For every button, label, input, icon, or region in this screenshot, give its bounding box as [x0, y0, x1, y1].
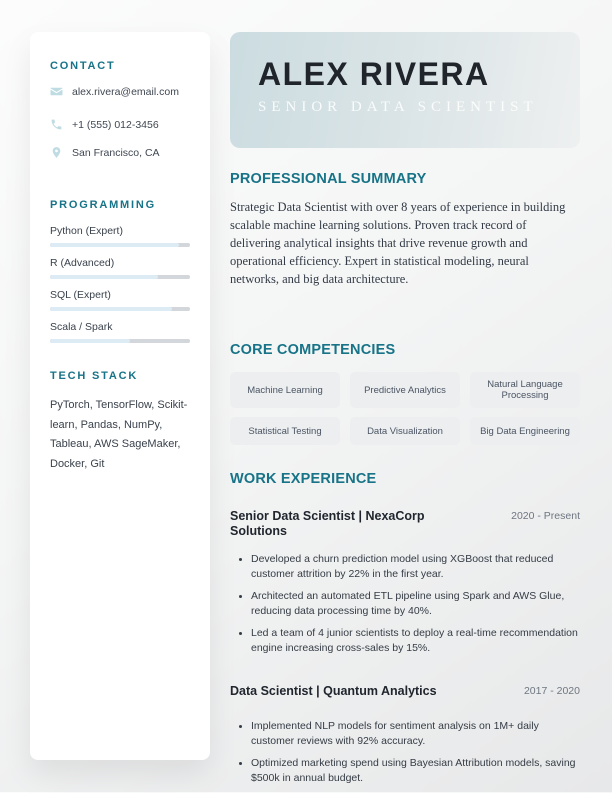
job-entry-quantum	[230, 684, 580, 786]
job-entry-nexacorp	[230, 509, 580, 656]
skill-r	[50, 257, 190, 279]
job-bullet-list	[230, 552, 580, 656]
contact-phone-text: +1 (555) 012-3456	[72, 119, 159, 131]
job-bullet: • Led a team of 4 junior scientists to deploy a real-time recommendation engine increasing cross-sales by 15%.	[251, 626, 580, 656]
contact-item-location	[50, 147, 190, 160]
job-bullet-list	[230, 719, 580, 786]
location-pin-icon	[50, 146, 63, 159]
contact-email-text: alex.rivera@email.com	[72, 86, 179, 98]
job-title: Senior Data Scientist | NexaCorp Solutions	[230, 509, 425, 538]
contact-location-text: San Francisco, CA	[72, 147, 160, 159]
job-header	[230, 509, 580, 538]
skill-label: Scala / Spark	[50, 321, 113, 333]
skill-label: SQL (Expert)	[50, 289, 111, 301]
competency-chip-grid	[230, 372, 580, 445]
skill-label: R (Advanced)	[50, 257, 115, 269]
job-dates: 2017 - 2020	[523, 685, 580, 697]
tech-stack-text: PyTorch, TensorFlow, Scikit-learn, Pandas, NumPy, Tableau, AWS SageMaker, Docker, Git	[50, 399, 188, 470]
candidate-title: SENIOR DATA SCIENTIST	[258, 99, 538, 115]
skill-bar-fill	[50, 307, 172, 311]
job-header	[230, 684, 580, 699]
contact-item-phone	[50, 119, 190, 132]
experience-heading: WORK EXPERIENCE	[230, 471, 377, 487]
header-banner	[230, 32, 580, 148]
job-bullet: • Optimized marketing spend using Bayesian Attribution models, saving $500k in annual budget.	[251, 756, 580, 786]
competency-chip: Natural Language Processing	[470, 372, 580, 408]
job-bullet: • Architected an automated ETL pipeline using Spark and AWS Glue, reducing data processing time by 40%.	[251, 589, 580, 619]
competencies-heading: CORE COMPETENCIES	[230, 342, 396, 358]
skill-bar-track	[50, 243, 190, 247]
competency-chip: Statistical Testing	[230, 417, 340, 445]
professional-summary-section	[230, 171, 580, 288]
candidate-name: ALEX RIVERA	[258, 56, 490, 92]
tech-stack-heading: TECH STACK	[50, 370, 139, 382]
envelope-icon	[50, 85, 63, 98]
job-title: Data Scientist | Quantum Analytics	[230, 684, 437, 698]
skill-bar-track	[50, 275, 190, 279]
main-column	[230, 32, 580, 793]
work-experience-section	[230, 471, 580, 786]
skill-bar-track	[50, 339, 190, 343]
skill-bar-fill	[50, 243, 179, 247]
phone-icon	[50, 118, 63, 131]
job-bullet: • Developed a churn prediction model using XGBoost that reduced customer attrition by 22% in the first year.	[251, 552, 580, 582]
summary-heading: PROFESSIONAL SUMMARY	[230, 171, 427, 187]
job-dates: 2020 - Present	[511, 510, 580, 522]
competency-chip: Data Visualization	[350, 417, 460, 445]
skill-python	[50, 225, 190, 247]
competency-chip: Predictive Analytics	[350, 372, 460, 408]
summary-text: Strategic Data Scientist with over 8 years of experience in building scalable machine learning solutions. Proven track record of delivering analytical insights that drive revenue growth and operational efficiency. Expert in statistical modeling, neural networks, and big data architecture.	[230, 200, 566, 286]
contact-heading: CONTACT	[50, 60, 116, 72]
skill-bar-fill	[50, 275, 158, 279]
core-competencies-section	[230, 342, 580, 445]
skill-bar-fill	[50, 339, 130, 343]
skill-bar-track	[50, 307, 190, 311]
contact-item-email	[50, 86, 190, 99]
competency-chip: Big Data Engineering	[470, 417, 580, 445]
job-bullet: • Implemented NLP models for sentiment analysis on 1M+ daily customer reviews with 92% accuracy.	[251, 719, 580, 749]
skill-sql	[50, 289, 190, 311]
competency-chip: Machine Learning	[230, 372, 340, 408]
skill-label: Python (Expert)	[50, 225, 123, 237]
programming-heading: PROGRAMMING	[50, 199, 156, 211]
sidebar	[30, 32, 210, 760]
skill-scala-spark	[50, 321, 190, 343]
